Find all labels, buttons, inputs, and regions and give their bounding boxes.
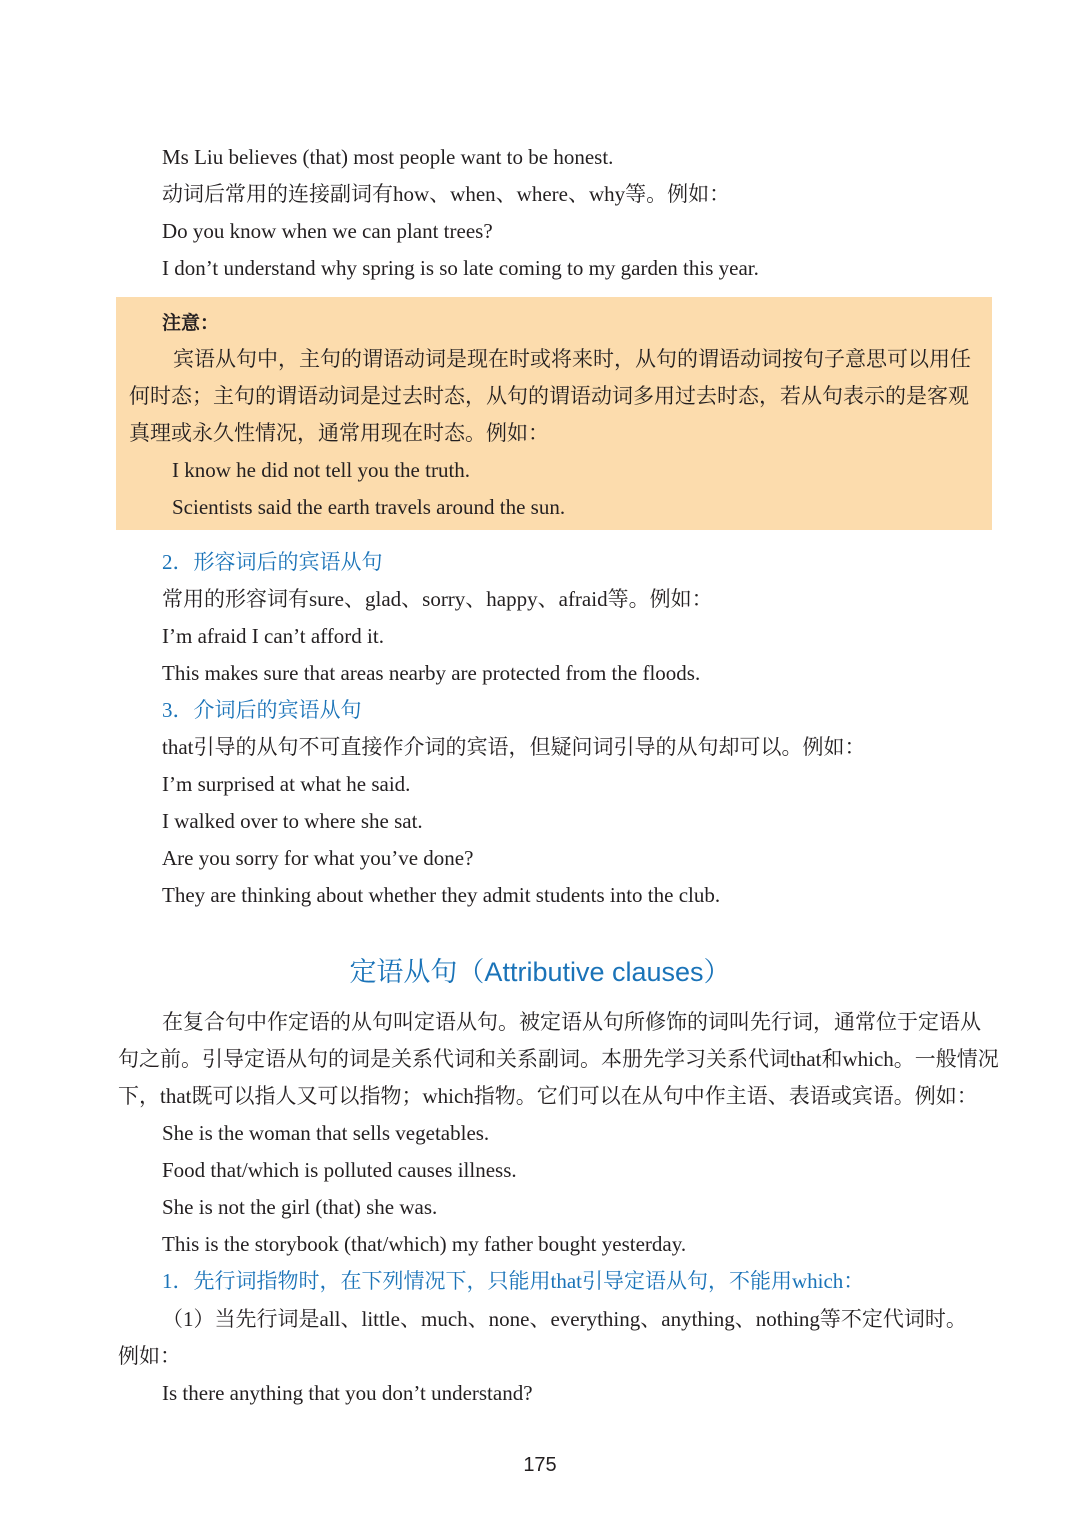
example-sentence: Do you know when we can plant trees? [162, 219, 493, 243]
example-sentence: I’m afraid I can’t afford it. [162, 624, 384, 648]
example-sentence: I walked over to where she sat. [162, 809, 423, 833]
example-sentence: She is not the girl (that) she was. [162, 1195, 438, 1219]
note-text: 真理或永久性情况，通常用现在时态。例如： [129, 421, 549, 445]
example-sentence: This is the storybook (that/which) my father bought yesterday. [162, 1232, 687, 1256]
rule-heading: 1．先行词指物时，在下列情况下，只能用that引导定语从句，不能用which： [162, 1269, 865, 1293]
explanation-text: 动词后常用的连接副词有how、when、where、why等。例如： [162, 182, 731, 206]
section-heading-adjective: 2．形容词后的宾语从句 [162, 550, 383, 574]
section-title-attributive: 定语从句（Attributive clauses） [349, 957, 731, 987]
note-text: 何时态；主句的谓语动词是过去时态，从句的谓语动词多用过去时态，若从句表示的是客观 [129, 384, 969, 408]
note-example: I know he did not tell you the truth. [172, 458, 471, 482]
section-heading-preposition: 3．介词后的宾语从句 [162, 698, 362, 722]
note-box [116, 297, 992, 530]
example-sentence: She is the woman that sells vegetables. [162, 1121, 490, 1145]
example-sentence: Ms Liu believes (that) most people want to be honest. [162, 145, 614, 169]
rule-text: 例如： [118, 1344, 181, 1368]
example-sentence: I don’t understand why spring is so late coming to my garden this year. [162, 256, 759, 280]
example-sentence: This makes sure that areas nearby are protected from the floods. [162, 661, 701, 685]
explanation-text: that引导的从句不可直接作介词的宾语，但疑问词引导的从句却可以。例如： [162, 735, 866, 759]
example-sentence: Food that/which is polluted causes illness. [162, 1158, 517, 1182]
example-sentence: Are you sorry for what you’ve done? [162, 846, 474, 870]
example-sentence: They are thinking about whether they admit students into the club. [162, 883, 721, 907]
explanation-text: 常用的形容词有sure、glad、sorry、happy、afraid等。例如： [162, 587, 713, 611]
note-text: 宾语从句中，主句的谓语动词是现在时或将来时，从句的谓语动词按句子意思可以用任 [173, 347, 971, 371]
note-example: Scientists said the earth travels around the sun. [172, 495, 566, 519]
intro-text: 在复合句中作定语的从句叫定语从句。被定语从句所修饰的词叫先行词，通常位于定语从 [162, 1010, 981, 1034]
note-title: 注意： [162, 313, 220, 334]
intro-text: 句之前。引导定语从句的词是关系代词和关系副词。本册先学习关系代词that和which。一般情况 [118, 1047, 999, 1071]
page-number: 175 [523, 1454, 557, 1476]
example-sentence: Is there anything that you don’t understand? [162, 1381, 533, 1405]
intro-text: 下，that既可以指人又可以指物；which指物。它们可以在从句中作主语、表语或宾语。例如： [118, 1084, 978, 1108]
example-sentence: I’m surprised at what he said. [162, 772, 411, 796]
rule-text: （1）当先行词是all、little、much、none、everything、anything、nothing等不定代词时。 [162, 1307, 967, 1331]
